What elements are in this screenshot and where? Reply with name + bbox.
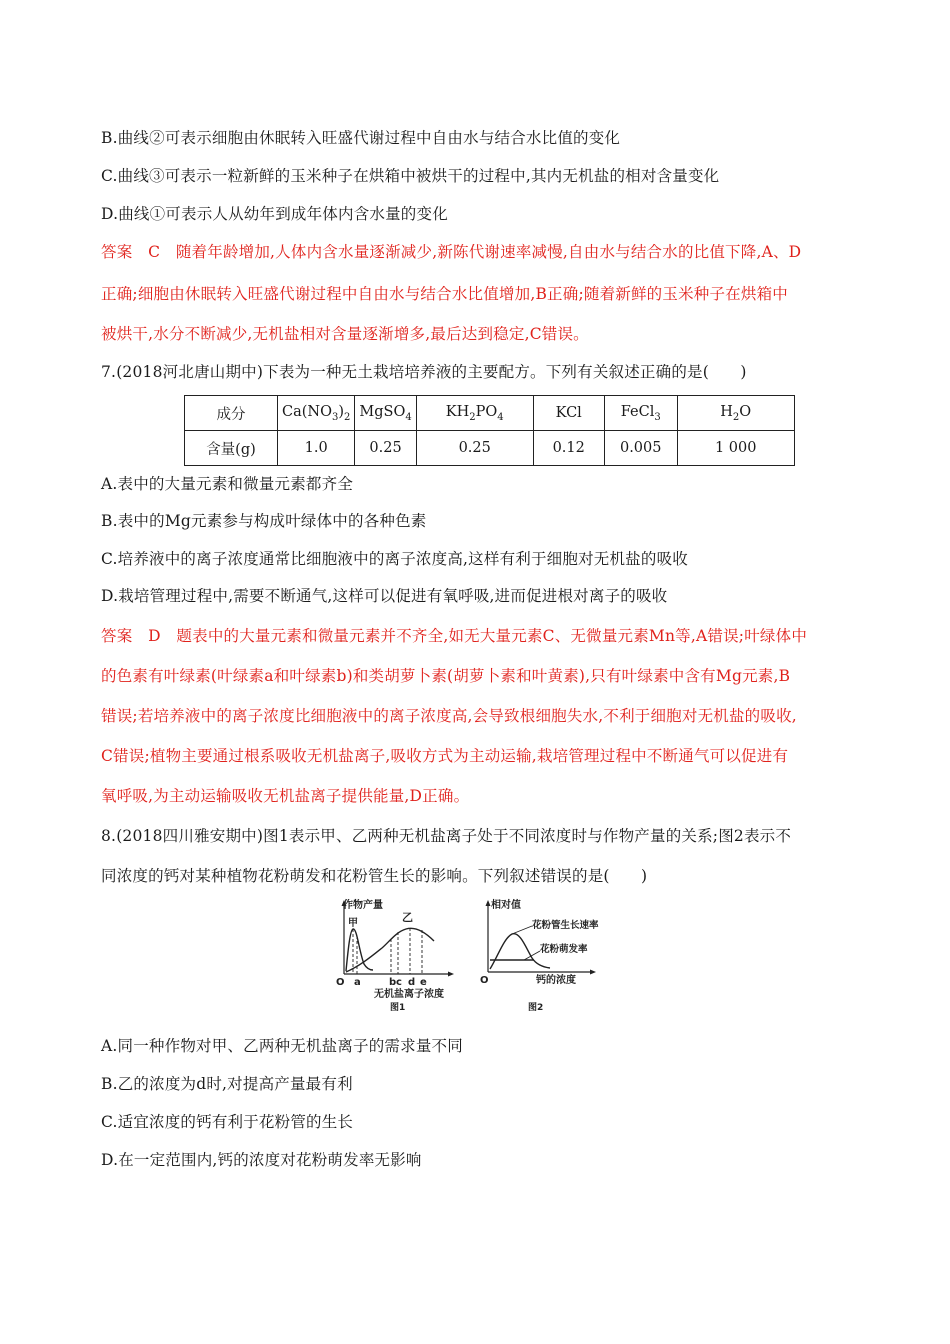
q8-option-b: B.乙的浓度为d时,对提高产量最有利 [101,1075,353,1093]
fig1-xlabel: 无机盐离子浓度 [374,989,444,1000]
table-row [185,396,795,431]
table-cell: 成分 [185,396,278,431]
q8-stem: 同浓度的钙对某种植物花粉萌发和花粉管生长的影响。下列叙述错误的是( ) [101,867,648,885]
q6-option-c: C.曲线③可表示一粒新鲜的玉米种子在烘箱中被烘干的过程中,其内无机盐的相对含量变化 [101,167,720,185]
q7-stem: 7.(2018河北唐山期中)下表为一种无土栽培培养液的主要配方。下列有关叙述正确的是( ) [101,363,747,381]
q7-answer-line: 氧呼吸,为主动运输吸收无机盐离子提供能量,D正确。 [101,787,470,805]
table-cell: 1 000 [677,431,794,466]
fig1-caption: 图1 [390,1003,406,1013]
table-cell: FeCl$_3$ [604,396,677,431]
q7-answer-line: 错误;若培养液中的离子浓度比细胞液中的离子浓度高,会导致根细胞失水,不利于细胞对无机盐的吸收, [101,707,797,725]
table-cell: 0.25 [416,431,533,466]
fig2-origin: O [480,975,489,986]
fig2-ylabel: 相对值 [491,900,521,911]
q7-answer-line: 的色素有叶绿素(叶绿素a和叶绿素b)和类胡萝卜素(胡萝卜素和叶黄素),只有叶绿素中含有Mg元素,B [101,667,791,685]
q6-answer-line: 正确;细胞由休眠转入旺盛代谢过程中自由水与结合水比值增加,B正确;随着新鲜的玉米种子在烘箱中 [101,285,788,303]
table-cell: $H_2O$ [677,396,794,431]
fig2-curve1-label: 花粉管生长速率 [532,920,599,931]
table-cell: KCl [533,396,604,431]
table-row [185,431,795,466]
q6-answer-line: 答案 C 随着年龄增加,人体内含水量逐渐减少,新陈代谢速率减慢,自由水与结合水的比值下降,A、D [101,243,802,261]
q6-option-d: D.曲线①可表示人从幼年到成年体内含水量的变化 [101,205,448,223]
fig1-origin: O [336,977,345,988]
q8-stem: 8.(2018四川雅安期中)图1表示甲、乙两种无机盐离子处于不同浓度时与作物产量的关系;图2表示不 [101,827,792,845]
fig1-yi-label: 乙 [402,911,413,924]
q7-answer-line: 答案 D 题表中的大量元素和微量元素并不齐全,如无大量元素C、无微量元素Mn等,A错误;叶绿体中 [101,627,808,645]
q7-option-a: A.表中的大量元素和微量元素都齐全 [101,475,354,493]
fig1-tick: c [396,977,402,988]
q7-option-b: B.表中的Mg元素参与构成叶绿体中的各种色素 [101,512,427,530]
figure-2 [476,896,626,1014]
q7-option-d: D.栽培管理过程中,需要不断通气,这样可以促进有氧呼吸,进而促进根对离子的吸收 [101,587,668,605]
q8-option-a: A.同一种作物对甲、乙两种无机盐离子的需求量不同 [101,1037,463,1055]
q8-option-d: D.在一定范围内,钙的浓度对花粉萌发率无影响 [101,1151,422,1169]
q7-option-c: C.培养液中的离子浓度通常比细胞液中的离子浓度高,这样有利于细胞对无机盐的吸收 [101,550,688,568]
table-cell: 0.12 [533,431,604,466]
q6-option-b: B.曲线②可表示细胞由休眠转入旺盛代谢过程中自由水与结合水比值的变化 [101,129,621,147]
fig1-curve-yi [346,928,434,972]
q8-option-c: C.适宜浓度的钙有利于花粉管的生长 [101,1113,354,1131]
q7-answer-line: C错误;植物主要通过根系吸收无机盐离子,吸收方式为主动运输,栽培管理过程中不断通气可以促进有 [101,747,789,765]
nutrient-table [184,395,795,466]
fig1-jia-label: 甲 [348,918,358,929]
fig1-ylabel: 作物产量 [343,900,383,911]
fig2-xlabel: 钙的浓度 [536,975,576,986]
table-cell: $KH_2PO_4$ [416,396,533,431]
table-cell: 0.005 [604,431,677,466]
table-cell: MgSO$_4$ [355,396,416,431]
table-cell: 1.0 [278,431,355,466]
fig2-caption: 图2 [528,1003,544,1013]
table-cell: 含量(g) [185,431,278,466]
fig1-tick: e [420,977,427,988]
table-cell: $Ca(NO_3)_2$ [278,396,355,431]
fig1-tick: a [354,977,361,988]
q6-answer-line: 被烘干,水分不断减少,无机盐相对含量逐渐增多,最后达到稳定,C错误。 [101,325,589,343]
fig2-curve2-label: 花粉萌发率 [540,944,588,955]
fig1-tick: b [389,977,397,988]
table-cell: 0.25 [355,431,416,466]
figure-1 [330,896,460,1014]
fig1-tick: d [408,977,416,988]
